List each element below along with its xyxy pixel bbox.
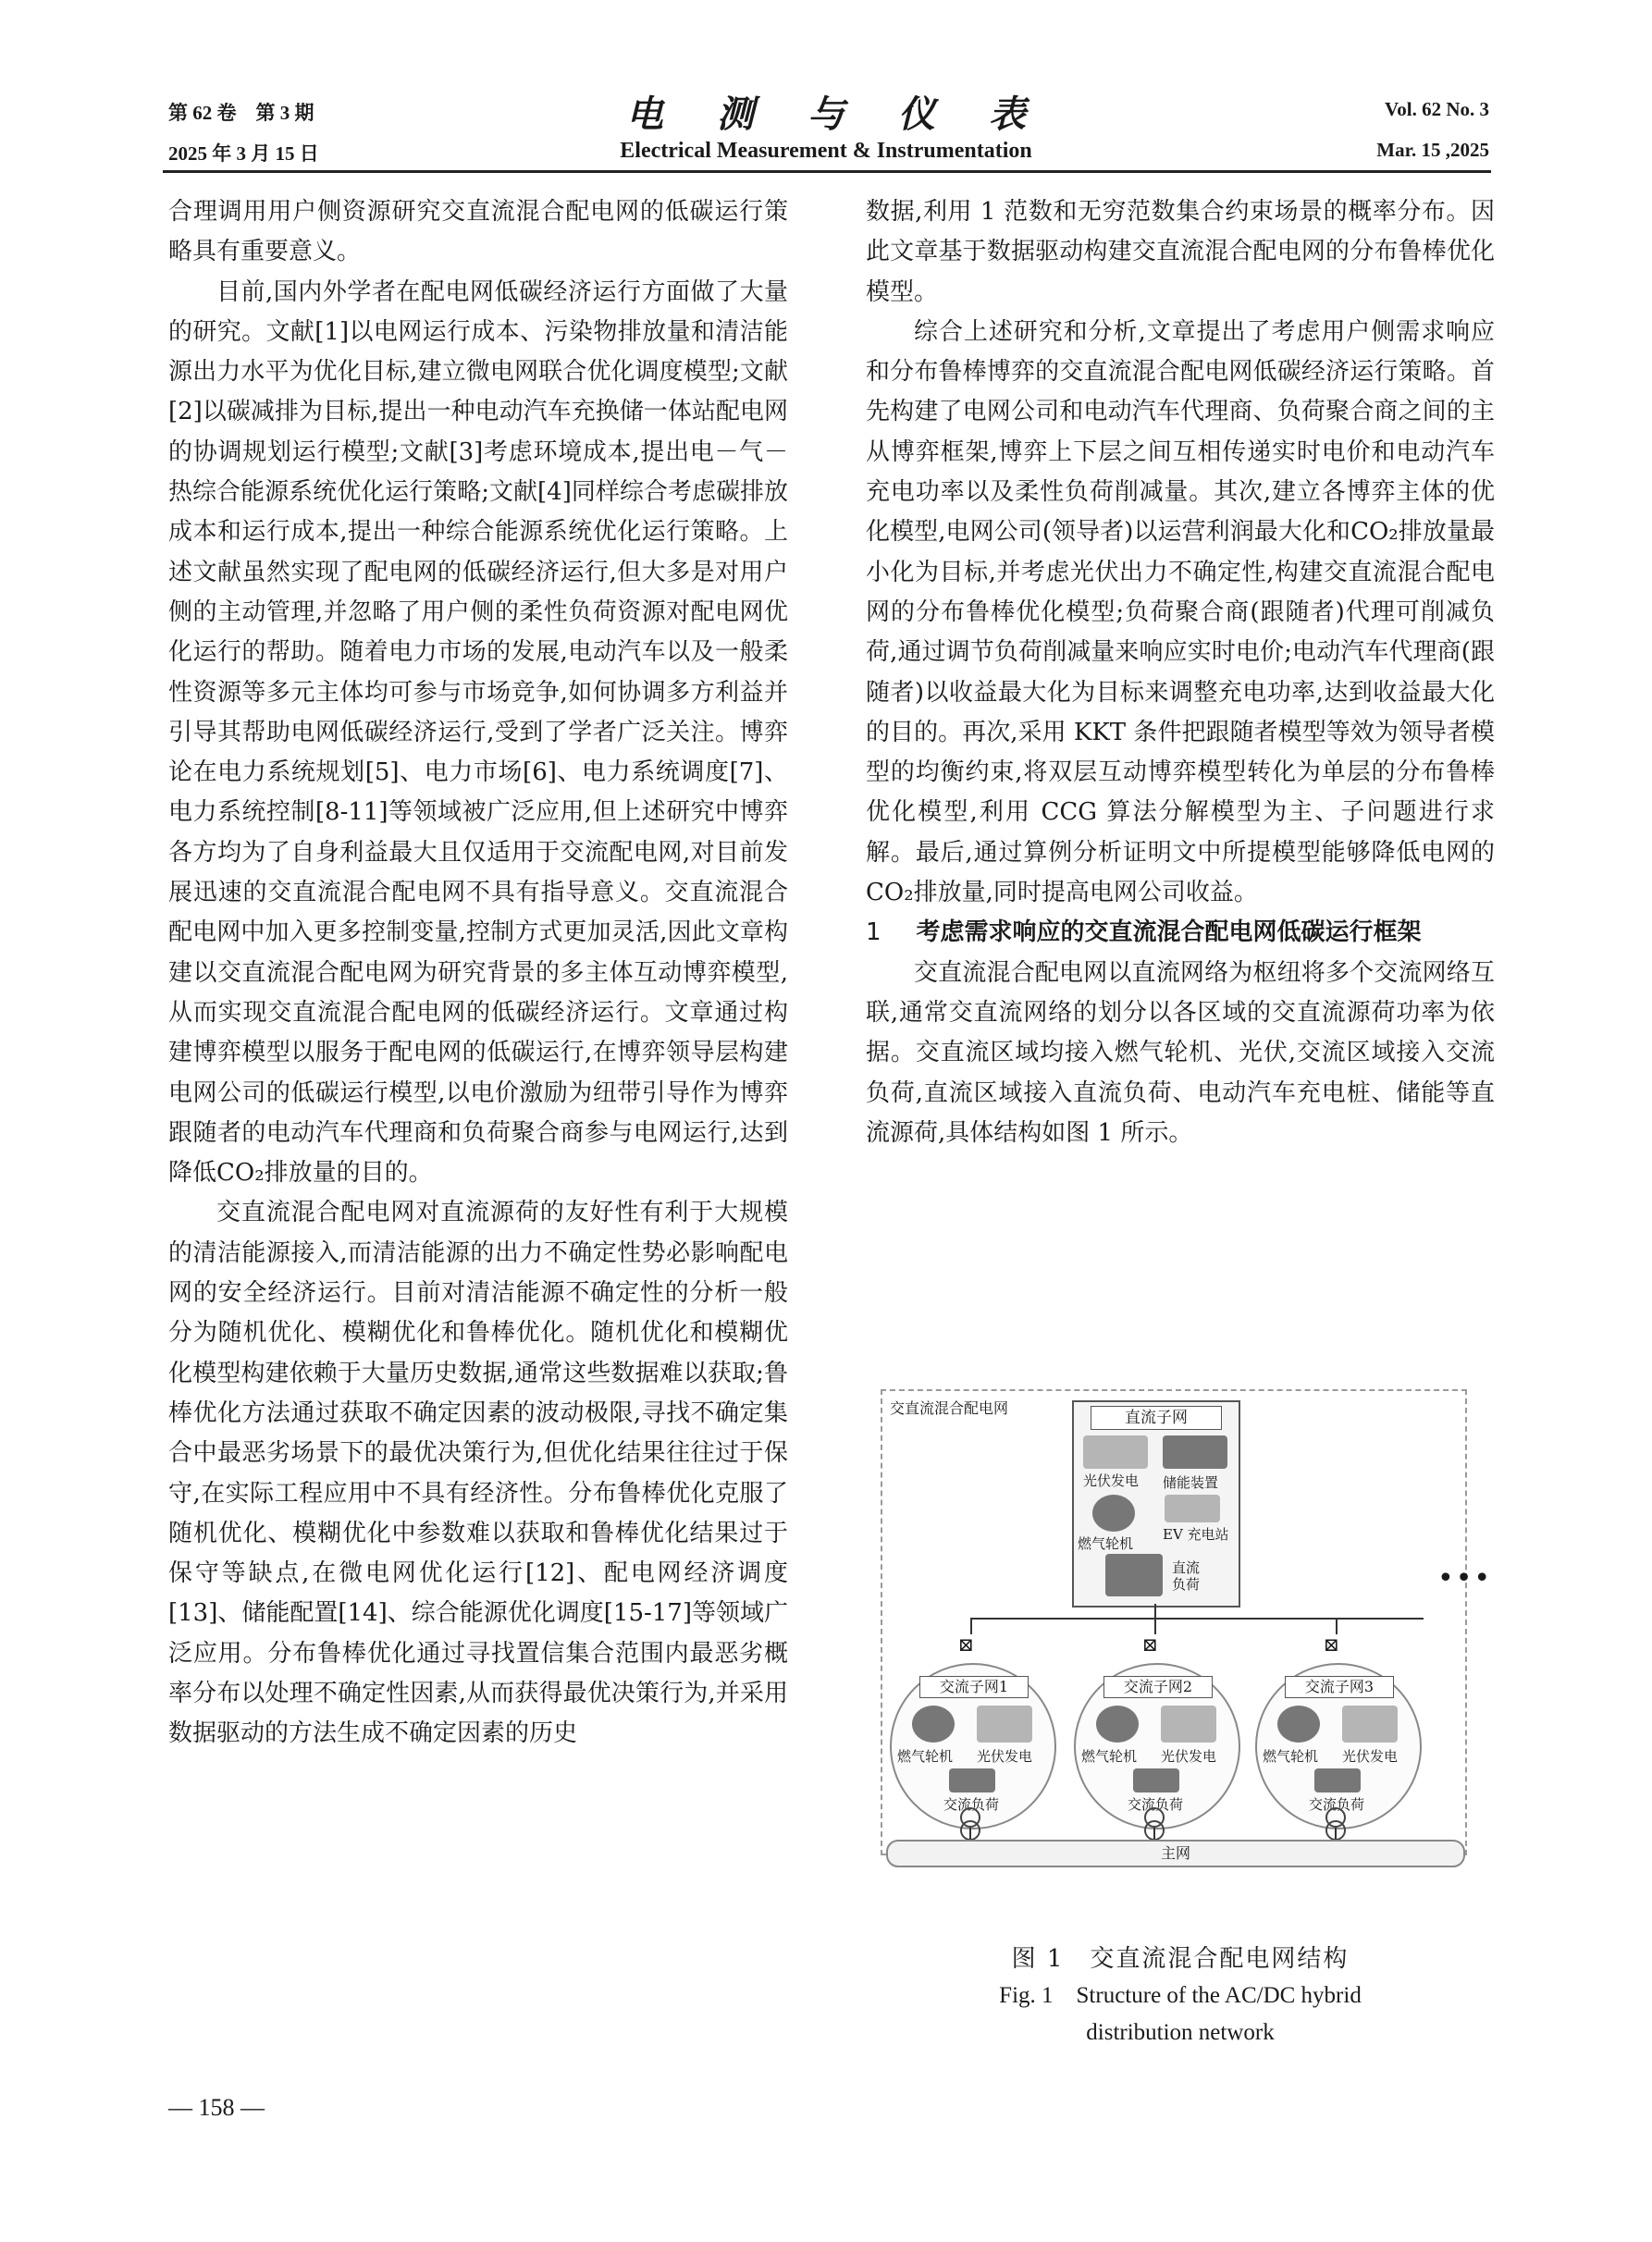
dc-ev-label: EV 充电站 [1163,1526,1229,1543]
transformer-icon [960,1807,979,1833]
paragraph: 交直流混合配电网对直流源荷的友好性有利于大规模的清洁能源接入,而清洁能源的出力不确定性势必影响配电网的安全经济运行。目前对清洁能源不确定性的分析一般分为随机优化、模糊优化和鲁棒优化。随机优化和模糊优化模型构建依赖于大量历史数据,通常这些数据难以获取;鲁棒优化方法通过获取不确定因素的波动极限,寻找不确定集合中最恶劣场景下的最优决策行为,但优化结果往往过于保守,在实际工程应用中不具有经济性。分布鲁棒优化克服了随机优化、模糊优化中参数难以获取和鲁棒优化结果过于保守等缺点,在微电网优化运行[12]、配电网经济调度[13]、储能配置[14]、综合能源优化调度[15-17]等领域广泛应用。分布鲁棒优化通过寻找置信集合范围内最恶劣概率分布以处理不确定性因素,从而获得最优决策行为,并采用数据驱动的方法生成不确定因素的历史 [168,1199,788,1748]
storage-icon [1163,1435,1227,1469]
section-heading [866,913,1495,953]
dc-storage-label: 储能装置 [1163,1474,1219,1491]
paragraph: 合理调用用户侧资源研究交直流混合配电网的低碳运行策略具有重要意义。 [168,198,788,266]
journal-title-en: Electrical Measurement & Instrumentation [620,139,1032,163]
main-grid-bus: 主网 [886,1840,1465,1867]
feeder-3 [1336,1618,1338,1634]
ac-load-label: 交流负荷 [1128,1796,1184,1813]
paragraph: 交直流混合配电网以直流网络为枢纽将多个交流网络互联,通常交直流网络的划分以各区域的交直流源荷功率为依据。交直流区域均接入燃气轮机、光伏,交流区域接入交流负荷,直流区域接入直流负荷、电动汽车充电桩、储能等直流源荷,具体结构如图 1 所示。 [866,958,1495,1147]
ac-subnet-2 [1074,1663,1240,1829]
page-number: — 158 — [168,2094,265,2121]
pv-panel-icon [1342,1706,1398,1743]
converter-icon: ⊠ [1142,1633,1158,1656]
ac-load-icon [1133,1768,1179,1792]
issue-volume: 第 62 卷 第 3 期 [168,102,314,124]
feeder-2 [1154,1618,1156,1634]
transformer-icon [1144,1807,1163,1833]
issue-date-en: Mar. 15 ,2025 [1376,139,1489,161]
paragraph: 目前,国内外学者在配电网低碳经济运行方面做了大量的研究。文献[1]以电网运行成本、污染物排放量和清洁能源出力水平为优化目标,建立微电网联合优化调度模型;文献[2]以碳减排为目标,提出一种电动汽车充换储一体站配电网的协调规划运行模型;文献[3]考虑环境成本,提出电－气－热综合能源系统优化运行策略;文献[4]同样综合考虑碳排放成本和运行成本,提出一种综合能源系统优化运行策略。上述文献虽然实现了配电网的低碳经济运行,但大多是对用户侧的主动管理,并忽略了用户侧的柔性负荷资源对配电网优化运行的帮助。随着电力市场的发展,电动汽车以及一般柔性资源等多元主体均可参与市场竞争,如何协调多方利益并引导其帮助电网低碳经济运行,受到了学者广泛关注。博弈论在电力系统规划[5]、电力市场[6]、电力系统调度[7]、电力系统控制[8-11]等领域被广泛应用,但上述研究中博弈各方均为了自身利益最大且仅适用于交流配电网,对目前发展迅速的交直流混合配电网不具有指导意义。交直流混合配电网中加入更多控制变量,控制方式更加灵活,因此文章构建以交直流混合配电网为研究背景的多主体互动博弈模型,从而实现交直流混合配电网的低碳经济运行。文章通过构建博弈模型以服务于配电网的低碳运行,在博弈领导层构建电网公司的低碳运行模型,以电价激励为纽带引导作为博弈跟随者的电动汽车代理商和负荷聚合商参与电网运行,达到降低CO₂排放量的目的。 [168,277,788,1188]
converter-icon: ⊠ [1324,1633,1339,1656]
gas-turbine-icon [1096,1706,1139,1743]
feeder-1 [970,1618,972,1634]
section-title: 考虑需求响应的交直流混合配电网低碳运行框架 [916,918,1422,947]
ac-load-label: 交流负荷 [1309,1796,1365,1813]
dc-subnet-title: 直流子网 [1091,1406,1222,1430]
paragraph: 数据,利用 1 范数和无穷范数集合约束场景的概率分布。因此文章基于数据驱动构建交直流混合配电网的分布鲁棒优化模型。 [866,198,1495,306]
more-ellipsis: ••• [1437,1562,1493,1595]
pv-panel-icon [1161,1706,1216,1743]
figure-caption-en-line2: distribution network [1086,2020,1275,2045]
ac-load-label: 交流负荷 [943,1796,1000,1813]
ac-load-icon [1314,1768,1361,1792]
figure-1 [881,1389,1493,1903]
ac-pv-label: 光伏发电 [1161,1748,1217,1765]
ac-gas-label: 燃气轮机 [1263,1748,1319,1765]
ev-charger-icon [1165,1495,1220,1522]
pv-panel-icon [1083,1435,1148,1469]
issue-volume-en: Vol. 62 No. 3 [1385,98,1489,120]
section-number: 1 [866,918,881,947]
gas-turbine-icon [912,1706,955,1743]
figure-caption-en-line1: Fig. 1 Structure of the AC/DC hybrid [999,1983,1362,2008]
journal-title-zh: 电测与仪表 [626,93,1079,135]
dc-load-label: 直流 负荷 [1172,1559,1201,1593]
figure-frame [881,1389,1493,1855]
converter-icon: ⊠ [958,1633,974,1656]
ac-gas-label: 燃气轮机 [1081,1748,1138,1765]
gas-turbine-icon [1277,1706,1320,1743]
header-rule [163,170,1491,173]
dc-bus [970,1618,1424,1620]
figure-caption-zh: 图 1 交直流混合配电网结构 [1011,1945,1350,1973]
ac-load-icon [949,1768,995,1792]
figure-caption-en [866,1977,1495,2051]
transformer-icon [1325,1807,1344,1833]
ac-pv-label: 光伏发电 [977,1748,1033,1765]
frame-label: 交直流混合配电网 [890,1399,1009,1417]
pv-panel-icon [977,1706,1032,1743]
ac-pv-label: 光伏发电 [1342,1748,1399,1765]
right-column [866,192,1495,1153]
paragraph: 综合上述研究和分析,文章提出了考虑用户侧需求响应和分布鲁棒博弈的交直流混合配电网低碳经济运行策略。首先构建了电网公司和电动汽车代理商、负荷聚合商之间的主从博弈框架,博弈上下层之间互相传递实时电价和电动汽车充电功率以及柔性负荷削减量。其次,建立各博弈主体的优化模型,电网公司(领导者)以运营利润最大化和CO₂排放量最小化为目标,并考虑光伏出力不确定性,构建交直流混合配电网的分布鲁棒优化模型;负荷聚合商(跟随者)代理可削减负荷,通过调节负荷削减量来响应实时电价;电动汽车代理商(跟随者)以收益最大化为目标来调整充电功率,达到收益最大化的目的。再次,采用 KKT 条件把跟随者模型等效为领导者模型的均衡约束,将双层互动博弈模型转化为单层的分布鲁棒优化模型,利用 CCG 算法分解模型为主、子问题进行求解。最后,通过算例分析证明文中所提模型能够降低电网的 CO₂排放量,同时提高电网公司收益。 [866,317,1495,907]
dc-gas-label: 燃气轮机 [1078,1535,1134,1552]
ac-subnet-title: 交流子网3 [1285,1676,1394,1698]
dc-load-icon [1105,1554,1163,1596]
ac-subnet-3 [1255,1663,1422,1829]
dc-feeder [1154,1604,1156,1619]
ac-subnet-title: 交流子网2 [1103,1676,1213,1698]
dc-pv-label: 光伏发电 [1083,1472,1140,1489]
ac-subnet-1 [890,1663,1056,1829]
gas-turbine-icon [1092,1495,1135,1532]
dc-subnet-box [1072,1400,1240,1608]
left-column [168,192,788,1755]
ac-subnet-title: 交流子网1 [919,1676,1029,1698]
ac-gas-label: 燃气轮机 [897,1748,954,1765]
issue-date: 2025 年 3 月 15 日 [168,142,319,165]
